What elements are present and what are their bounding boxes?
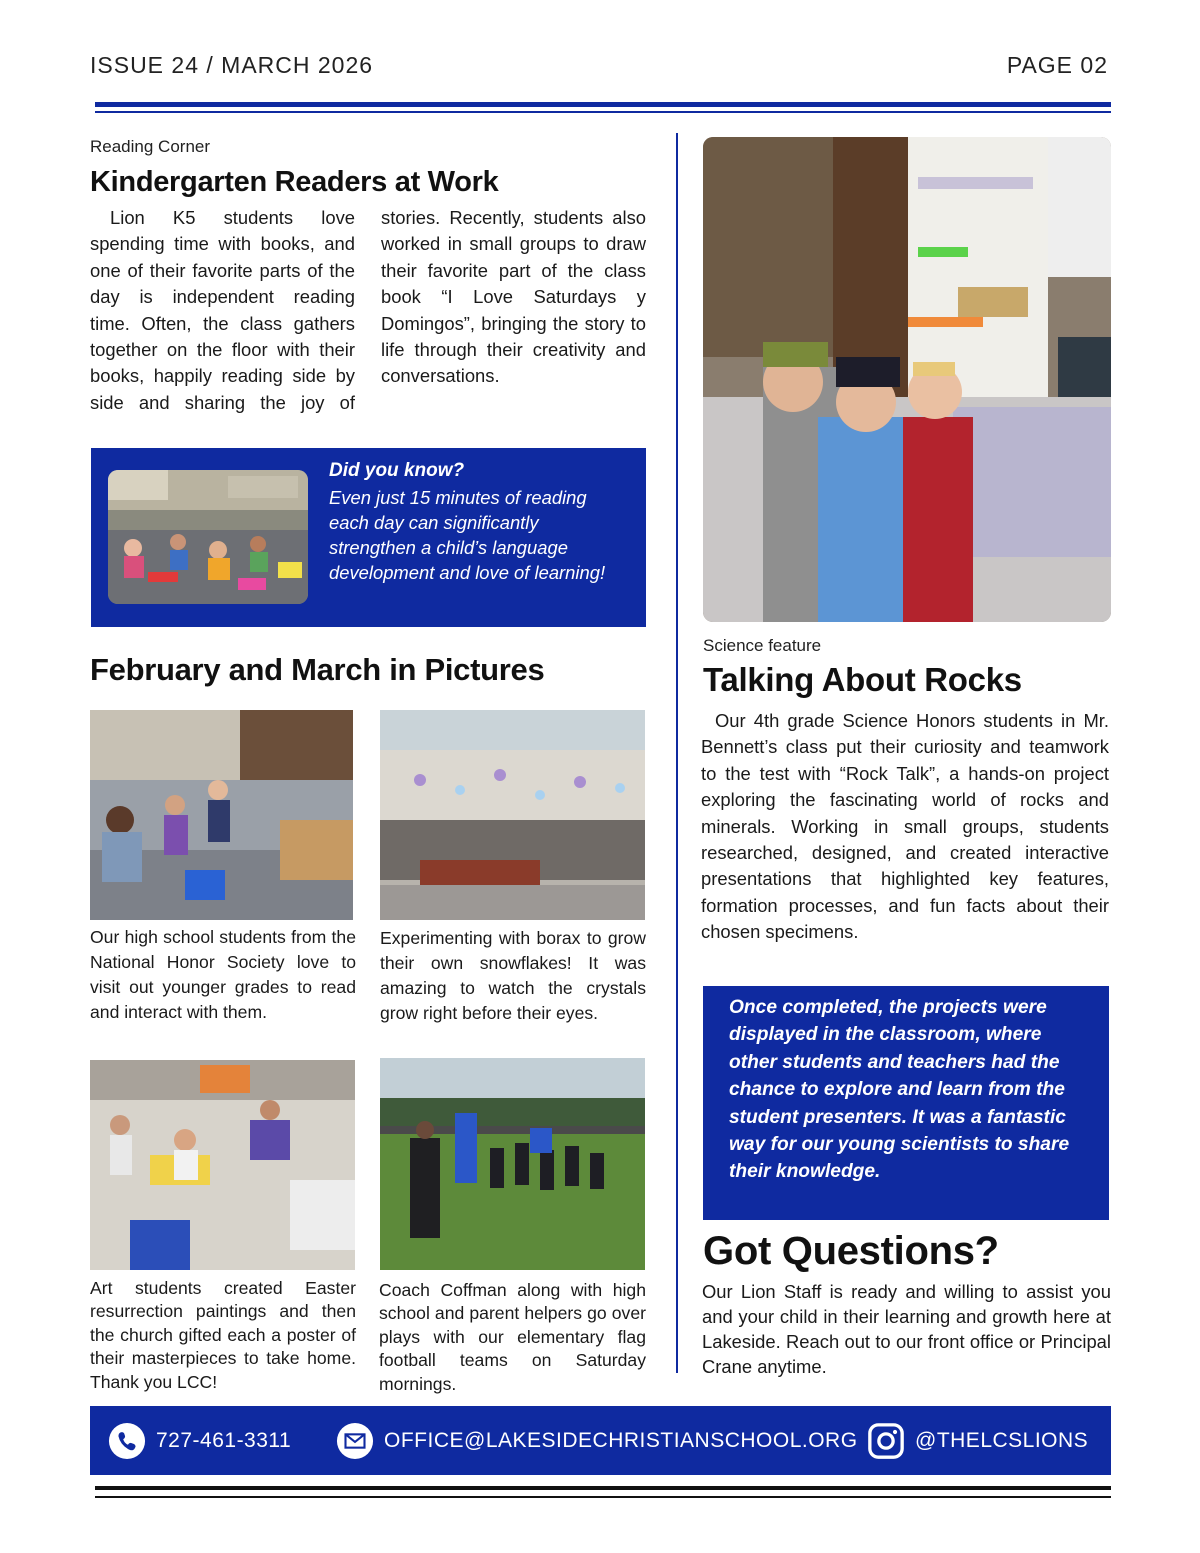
phone-number: 727-461-3311 — [156, 1428, 292, 1452]
easter-paintings-photo — [90, 1060, 355, 1270]
science-kicker: Science feature — [703, 636, 822, 655]
caption-easter: Art students created Easter resurrection paintings and then the church gifted each a poster of their masterpieces to take home. Thank you LCC! — [90, 1278, 356, 1392]
borax-snowflakes-photo — [380, 710, 645, 920]
classroom-reading-photo — [108, 470, 308, 604]
science-body: Our 4th grade Science Honors students in Mr. Bennett’s class put their curiosity and teamwork to the test with “Rock Talk”, a hands-on project exploring the fascinating world of rocks and minerals. Working in small groups, students researched, designed, and created interactive presentations that highlighted key features, formation processes, and fun facts about their chosen specimens. — [701, 710, 1109, 943]
email-contact[interactable] — [336, 1406, 858, 1475]
rock-talk-students-photo — [703, 137, 1111, 622]
contact-footer — [90, 1406, 1111, 1475]
science-quote-text: Once completed, the projects were displayed in the classroom, where other students and teachers had the chance to explore and learn from the student presenters. It was a fantastic way for our young scientists to share their knowledge. — [729, 997, 1070, 1183]
reading-kicker: Reading Corner — [90, 137, 211, 156]
page-number: PAGE 02 — [1006, 52, 1108, 78]
social-contact[interactable] — [867, 1406, 1088, 1475]
did-you-know-box — [91, 448, 646, 627]
header-rule-thin — [95, 111, 1111, 113]
instagram-icon — [867, 1422, 905, 1460]
column-divider — [676, 133, 678, 1373]
questions-body: Our Lion Staff is ready and willing to assist you and your child in their learning and growth here at Lakeside. Reach out to our front office or Principal Crane anytime. — [702, 1281, 1111, 1377]
footer-rule-thin — [95, 1496, 1111, 1498]
caption-borax: Experimenting with borax to grow their own snowflakes! It was amazing to watch the crystals grow right before their eyes. — [380, 928, 646, 1023]
science-title: Talking About Rocks — [703, 661, 1022, 698]
envelope-icon — [336, 1422, 374, 1460]
reading-body: Lion K5 students love spending time with books, and one of their favorite parts of the day is independent reading time. Often, the class gathers together on the floor with their books, happily reading side by side and sharing the joy of stories. Recently, students also worked in small groups to draw their favorite part of the class book “I Love Saturdays y Domingos”, bringing the story to life through their creativity and conversations. — [90, 207, 646, 413]
did-you-know-text: Even just 15 minutes of reading each day can significantly strengthen a child’s language development and love of learning! — [329, 487, 606, 583]
reading-title: Kindergarten Readers at Work — [90, 166, 499, 198]
email-address: OFFICE@LAKESIDECHRISTIANSCHOOL.ORG — [384, 1428, 858, 1452]
issue-label: ISSUE 24 / MARCH 2026 — [90, 52, 374, 78]
phone-icon — [108, 1422, 146, 1460]
honor-society-photo — [90, 710, 353, 920]
did-you-know-title: Did you know? — [329, 460, 465, 481]
caption-honor-society: Our high school students from the National Honor Society love to visit out younger grades to read and interact with them. — [90, 927, 356, 1022]
science-quote-box — [703, 986, 1109, 1220]
footer-rule — [95, 1486, 1111, 1490]
header-rule — [95, 102, 1111, 107]
social-handle: @THELCSLIONS — [915, 1428, 1089, 1452]
phone-contact[interactable] — [108, 1406, 291, 1475]
pictures-title: February and March in Pictures — [90, 652, 545, 687]
questions-title: Got Questions? — [703, 1229, 999, 1273]
caption-flag-football: Coach Coffman along with high school and parent helpers go over plays with our elementary flag football teams on Saturday mornings. — [379, 1280, 646, 1394]
flag-football-photo — [380, 1058, 645, 1270]
